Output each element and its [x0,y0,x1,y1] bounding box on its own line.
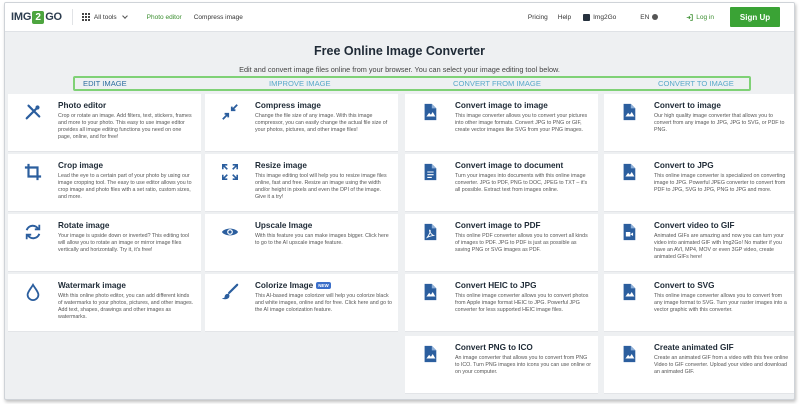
all-tools-menu[interactable] [82,13,127,21]
card-photo-editor[interactable] [8,94,201,152]
card-title: Convert image to document [455,161,564,170]
card-title: Convert PNG to ICO [455,343,533,352]
card-title: Convert to image [654,101,721,110]
nav-right [518,3,794,31]
browser-frame [4,2,795,400]
card-description: Create an animated GIF from a video with this free online Video to GIF converter. Upload your video and download an animated GIF. [654,355,789,375]
language-selector[interactable] [640,14,658,21]
document-file-icon [421,163,439,181]
page-subtitle: Edit and convert image files online from your browser. You can select your image editing tool below. [239,65,560,74]
card-title: Convert video to GIF [654,221,735,230]
all-tools-label: All tools [93,13,117,21]
card-title: Convert HEIC to JPG [455,281,537,290]
card-title: Upscale Image [255,221,313,230]
img2go-label: Img2Go [593,13,617,21]
card-description: Change the file size of any image. With this image compressor, you can easily change the actual file size of your photos, pictures, and other image files! [255,113,388,133]
nav-link-compress-image[interactable]: Compress image [193,13,243,21]
card-title: Watermark image [58,281,126,290]
signup-button[interactable]: Sign Up [730,7,780,27]
card-description: This AI-based image colorizer will help you colorize black and white images, online and for free. Click here and go to the AI image colorization feature. [255,293,392,313]
card-description: This online PDF converter allows you to convert all kinds of images to PDF. JPG to PDF is just as possible as saving PNG or SVG images as PDF. [455,233,588,253]
card-upscale-image[interactable] [205,214,398,272]
image-file-icon [620,345,638,363]
login-link[interactable] [686,14,714,21]
card-convert-png-to-ico[interactable] [405,336,598,394]
card-convert-to-jpg[interactable] [604,154,795,212]
tools-icon [24,103,42,121]
card-convert-to-svg[interactable] [604,274,795,332]
nav-link-help[interactable]: Help [557,13,572,21]
chevron-down-icon [122,13,128,19]
top-nav [5,3,794,32]
card-title: Convert image to PDF [455,221,541,230]
eye-icon [221,223,239,241]
card-create-animated-gif[interactable] [604,336,795,394]
card-resize-image[interactable] [205,154,398,212]
nav-link-pricing[interactable]: Pricing [527,13,548,21]
card-title [255,281,331,290]
card-title: Compress image [255,101,321,110]
card-description: With this online photo editor, you can add different kinds of watermarks to your photos, pictures, and other images. Add text, shapes, drawings and other images as watermarks. [58,293,194,320]
card-description: This online image converter allows you to convert from any image format to SVG. Turn your raster images into a vector graphic with this converter. [654,293,787,313]
card-title: Convert image to image [455,101,548,110]
image-file-icon [620,103,638,121]
card-convert-image-to-document[interactable] [405,154,598,212]
card-description: This online image converter is specialized on converting image to JPG. Powerful JPEG converter to convert from PDF to JPG, SVG to JPG, PNG to JPG and more. [654,173,786,193]
nav-link-photo-editor[interactable]: Photo editor [146,13,182,21]
img2go-menu[interactable] [583,14,616,21]
pdf-file-icon [421,223,439,241]
card-title: Rotate image [58,221,110,230]
category-convert-to-image[interactable]: CONVERT TO IMAGE [658,79,734,88]
category-improve-image[interactable]: IMPROVE IMAGE [269,79,331,88]
img2go-logo[interactable] [11,8,62,26]
card-convert-heic-to-jpg[interactable] [405,274,598,332]
card-description: This image editing tool will help you to resize image files online, fast and free. Resize an image using the width and/or height in pixels and even the DPI of the image. Give it a try! [255,173,387,200]
card-title: Resize image [255,161,307,170]
image-file-icon [421,345,439,363]
category-strip [73,76,751,91]
card-description: This online image converter allows you to convert photos from Apple image format HEIC to JPG. Powerful JPG converter for less supported HEIC image files. [455,293,589,313]
card-description: Lead the eye to a certain part of your photo by using our image cropping tool. The easy to use editor allows you to crop image and photo files with a set ratio, custom sizes, and more. [58,173,192,200]
card-convert-image-to-image[interactable] [405,94,598,152]
new-badge: NEW [318,283,329,288]
card-description: An image converter that allows you to convert from PNG to ICO. Turn PNG images into icons you can use online or on your computer. [455,355,592,375]
card-convert-image-to-pdf[interactable] [405,214,598,272]
compress-icon [221,103,239,121]
image-file-icon [620,163,638,181]
card-description: Your image is upside down or inverted? This editing tool will allow you to rotate an image or mirror image files vertically and horizontally. Try it, it's free! [58,233,190,253]
image-file-icon [620,283,638,301]
img2go-icon [583,14,590,21]
card-rotate-image[interactable] [8,214,201,272]
nav-divider [72,9,73,25]
card-title: Convert to SVG [654,281,715,290]
card-convert-to-image[interactable] [604,94,795,152]
drop-icon [24,283,42,301]
info-icon [652,14,658,20]
image-file-icon [421,283,439,301]
category-convert-from-image[interactable]: CONVERT FROM IMAGE [453,79,541,88]
login-icon [686,14,693,21]
card-watermark-image[interactable] [8,274,201,332]
card-description: With this feature you can make images bigger. Click here to go to the AI upscale image feature. [255,233,389,246]
card-title: Photo editor [58,101,107,110]
card-description: Crop or rotate an image. Add filters, text, stickers, frames and more to your photo. This easy to use image editor provides all image editing functions you need on one page, online, and for free! [58,113,192,140]
image-file-icon [421,103,439,121]
card-title-text: Colorize Image [255,281,314,290]
card-compress-image[interactable] [205,94,398,152]
language-label: EN [640,13,650,21]
resize-icon [221,163,239,181]
crop-icon [24,163,42,181]
video-file-icon [620,223,638,241]
brush-icon [221,283,239,301]
category-edit-image[interactable]: EDIT IMAGE [83,79,127,88]
grid-icon [82,13,90,21]
login-label: Log in [696,13,714,21]
logo-text-right: GO [45,11,62,23]
logo-text-left: IMG [11,11,32,23]
card-description: Animated GIFs are amazing and now you can turn your video into animated GIF with Img2Go! No matter if you have an AVI, MP4, MOV or even 3GP video, create animated GIFs here! [654,233,784,260]
card-title: Create animated GIF [654,343,734,352]
logo-text-mid: 2 [32,11,44,24]
card-description: Our high quality image converter that allows you to convert from any image to JPG, JPG to SVG, or PDF to PNG. [654,113,785,133]
rotate-icon [24,223,42,241]
card-title: Crop image [58,161,104,170]
card-colorize-image[interactable] [205,274,398,332]
card-crop-image[interactable] [8,154,201,212]
card-description: Turn your images into documents with this online image converter. JPG to PDF, PNG to DOC, JPEG to TXT – it's all possible. Extract text from images online. [455,173,588,193]
card-convert-video-to-gif[interactable] [604,214,795,272]
page-title: Free Online Image Converter [314,44,485,58]
card-description: This image converter allows you to convert your pictures into other image formats. Convert JPG to PNG or GIF, create vector images like SVG from your PNG images. [455,113,588,133]
card-title: Convert to JPG [654,161,714,170]
